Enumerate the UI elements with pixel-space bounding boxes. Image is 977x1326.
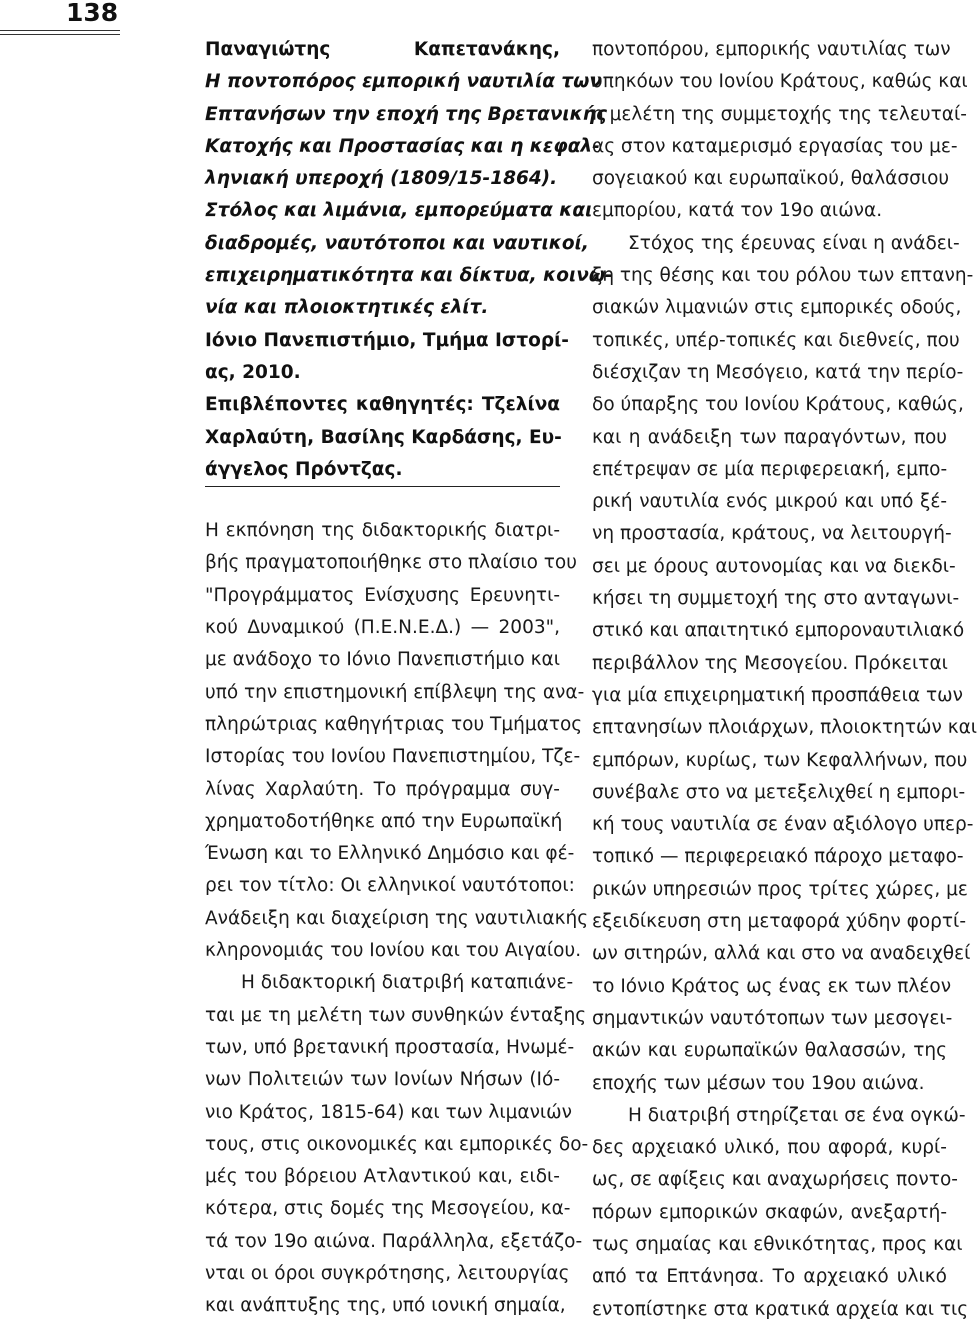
body-line: υπό την επιστημονική επίβλεψη της ανα-: [205, 681, 585, 703]
spacer: [205, 487, 560, 515]
bibliography-entry: [205, 34, 613, 486]
left-body-text: [205, 515, 589, 1322]
body-line: ται με τη μελέτη των συνθηκών ένταξης: [205, 1004, 587, 1026]
body-line: βής πραγματοποιήθηκε στο πλαίσιο του: [205, 552, 577, 574]
body-line: για μία επιχειρηματική προσπάθεια των: [592, 684, 963, 706]
body-line: των, υπό βρετανική προστασία, Ηνωμέ-: [205, 1036, 575, 1058]
institution: [205, 325, 569, 390]
body-line: ων σιτηρών, αλλά και στο να αναδειχθεί: [592, 943, 971, 965]
title-line: Επτανήσων την εποχή της Βρετανικής: [205, 103, 607, 125]
body-line: μές του βόρειου Ατλαντικού και, ειδι-: [205, 1166, 560, 1188]
body-line: "Προγράμματος Ενίσχυσης Ερευνητι-: [205, 584, 560, 606]
body-line: κήσει τη συμμετοχή της στο ανταγωνι-: [592, 588, 960, 610]
body-line: και ανάπτυξης της, υπό ιονική σημαία,: [205, 1295, 566, 1317]
body-line: Η διατριβή στηρίζεται σε ένα ογκώ-: [628, 1104, 966, 1126]
body-line: σημαντικών ναυτότοπων των μεσογει-: [592, 1007, 953, 1029]
body-line: νων Πολιτειών των Ιονίων Νήσων (Ιό-: [205, 1069, 560, 1091]
body-line: και η ανάδειξη των παραγόντων, που: [592, 426, 947, 448]
body-line: τοπικό — περιφερειακό πάροχο μεταφο-: [592, 846, 964, 868]
body-line: ας στον καταμερισμό εργασίας του με-: [592, 135, 958, 157]
body-line: κότερα, στις δομές της Μεσογείου, κα-: [205, 1198, 571, 1220]
supervisors-line: Χαρλαύτη, Βασίλης Καρδάσης, Ευ-: [205, 426, 562, 448]
title-line: διαδρομές, ναυτότοποι και ναυτικοί,: [205, 232, 589, 254]
body-line: ακών και ευρωπαϊκών θαλασσών, της: [592, 1040, 947, 1062]
right-column: [592, 34, 977, 1326]
body-line: δο ύπαρξης του Ιονίου Κράτους, καθώς,: [592, 394, 964, 416]
body-line: σει με όρους αυτονομίας και να διεκδι-: [592, 555, 956, 577]
header-rule: [0, 30, 120, 31]
body-line: επέτρεψαν σε μία περιφερειακή, εμπο-: [592, 458, 948, 480]
body-line: στικό και απαιτητικό εμποροναυτιλιακό: [592, 620, 965, 642]
body-line: ξη της θέσης και του ρόλου των επτανη-: [592, 265, 974, 287]
body-line: κού Δυναμικού (Π.Ε.Ν.Ε.Δ.) — 2003",: [205, 617, 560, 639]
body-line: δες αρχειακό υλικό, που αφορά, κυρί-: [592, 1137, 947, 1159]
page-number: 138: [66, 0, 119, 27]
body-line: λίνας Χαρλαύτη. Το πρόγραμμα συγ-: [205, 778, 560, 800]
body-line: επτανησίων πλοιάρχων, πλοιοκτητών και: [592, 717, 977, 739]
left-column: [205, 34, 613, 1323]
title-line: νία και πλοιοκτητικές ελίτ.: [205, 297, 489, 319]
body-line: συνέβαλε στο να μετεξελιχθεί η εμπορι-: [592, 781, 966, 803]
title-line: επιχειρηματικότητα και δίκτυα, κοινω-: [205, 265, 613, 287]
body-line: ως, σε αφίξεις και αναχωρήσεις ποντο-: [592, 1169, 958, 1191]
body-line: διέσχιζαν τη Μεσόγειο, κατά την περίο-: [592, 361, 964, 383]
body-line: χρηματοδοτήθηκε από την Ευρωπαϊκή: [205, 810, 563, 832]
body-line: κή τους ναυτιλία σε έναν αξιόλογο υπερ-: [592, 814, 974, 836]
institution-line: Ιόνιο Πανεπιστήμιο, Τμήμα Ιστορί-: [205, 329, 569, 351]
body-line: τά τον 19ο αιώνα. Παράλληλα, εξετάζο-: [205, 1230, 583, 1252]
body-line: περιβάλλον της Μεσογείου. Πρόκειται: [592, 652, 948, 674]
supervisors: [205, 389, 560, 486]
body-line: κληρονομιάς του Ιονίου και του Αιγαίου.: [205, 940, 582, 962]
body-line: εμπορίου, κατά τον 19ο αιώνα.: [592, 200, 883, 222]
body-line: Ανάδειξη και διαχείριση της ναυτιλιακής: [205, 907, 589, 929]
body-line: νη προστασία, κράτους, να λειτουργή-: [592, 523, 952, 545]
body-line: σιακών λιμανιών στις εμπορικές οδούς,: [592, 297, 962, 319]
body-line: Ιστορίας του Ιονίου Πανεπιστημίου, Τζε-: [205, 746, 581, 768]
body-line: πληρώτριας καθηγήτριας του Τμήματος: [205, 713, 583, 735]
body-line: εμπόρων, κυρίως, των Κεφαλλήνων, που: [592, 749, 968, 771]
body-line: σογειακού και ευρωπαϊκού, θαλάσσιου: [592, 168, 950, 190]
header-rule-lower: [0, 34, 120, 35]
body-line: η μελέτη της συμμετοχής της τελευταί-: [592, 103, 967, 125]
body-line: με ανάδοχο το Ιόνιο Πανεπιστήμιο και: [205, 649, 560, 671]
body-line: τοπικές, υπέρ-τοπικές και διεθνείς, που: [592, 329, 960, 351]
supervisors-line: άγγελος Πρόντζας.: [205, 458, 403, 480]
body-line: Η διδακτορική διατριβή καταπιάνε-: [241, 972, 574, 994]
body-line: υπηκόων του Ιονίου Κράτους, καθώς και: [592, 71, 968, 93]
body-line: ρικών υπηρεσιών προς τρίτες χώρες, με: [592, 878, 968, 900]
body-line: εντοπίστηκε στα κρατικά αρχεία και τις: [592, 1298, 969, 1320]
body-line: ρει τον τίτλο: Οι ελληνικοί ναυτότοποι:: [205, 875, 575, 897]
body-line: Η εκπόνηση της διδακτορικής διατρι-: [205, 520, 560, 542]
body-line: νται οι όροι συγκρότησης, λειτουργίας: [205, 1262, 570, 1284]
body-line: τως σημαίας και εθνικότητας, προς και: [592, 1233, 963, 1255]
body-line: Ένωση και το Ελληνικό Δημόσιο και φέ-: [205, 843, 575, 865]
thesis-title: [205, 66, 613, 324]
body-line: Στόχος της έρευνας είναι η ανάδει-: [628, 232, 960, 254]
body-line: ρική ναυτιλία ενός μικρού και υπό ξέ-: [592, 491, 947, 513]
supervisors-line: Επιβλέποντες καθηγητές: Τζελίνα: [205, 394, 560, 416]
title-line: Κατοχής και Προστασίας και η κεφαλ-: [205, 135, 600, 157]
body-line: πόρων εμπορικών σκαφών, ανεξαρτή-: [592, 1201, 947, 1223]
body-line: νιο Κράτος, 1815-64) και των λιμανιών: [205, 1101, 573, 1123]
body-line: το Ιόνιο Κράτος ως ένας εκ των πλέον: [592, 975, 952, 997]
body-line: από τα Επτάνησα. Το αρχειακό υλικό: [592, 1266, 947, 1288]
body-line: τους, στις οικονομικές και εμπορικές δο-: [205, 1133, 589, 1155]
body-line: ποντοπόρου, εμπορικής ναυτιλίας των: [592, 39, 951, 60]
body-line: εξειδίκευση στη μεταφορά χύδην φορτί-: [592, 911, 966, 933]
title-line: Η ποντοπόρος εμπορική ναυτιλία των: [205, 71, 602, 93]
author-name: Παναγιώτης Καπετανάκης,: [205, 39, 560, 60]
institution-line: ας, 2010.: [205, 361, 301, 383]
body-line: εποχής των μέσων του 19ου αιώνα.: [592, 1072, 925, 1094]
title-line: ληνιακή υπεροχή (1809/15-1864).: [205, 168, 558, 190]
title-line: Στόλος και λιμάνια, εμπορεύματα και: [205, 200, 593, 222]
